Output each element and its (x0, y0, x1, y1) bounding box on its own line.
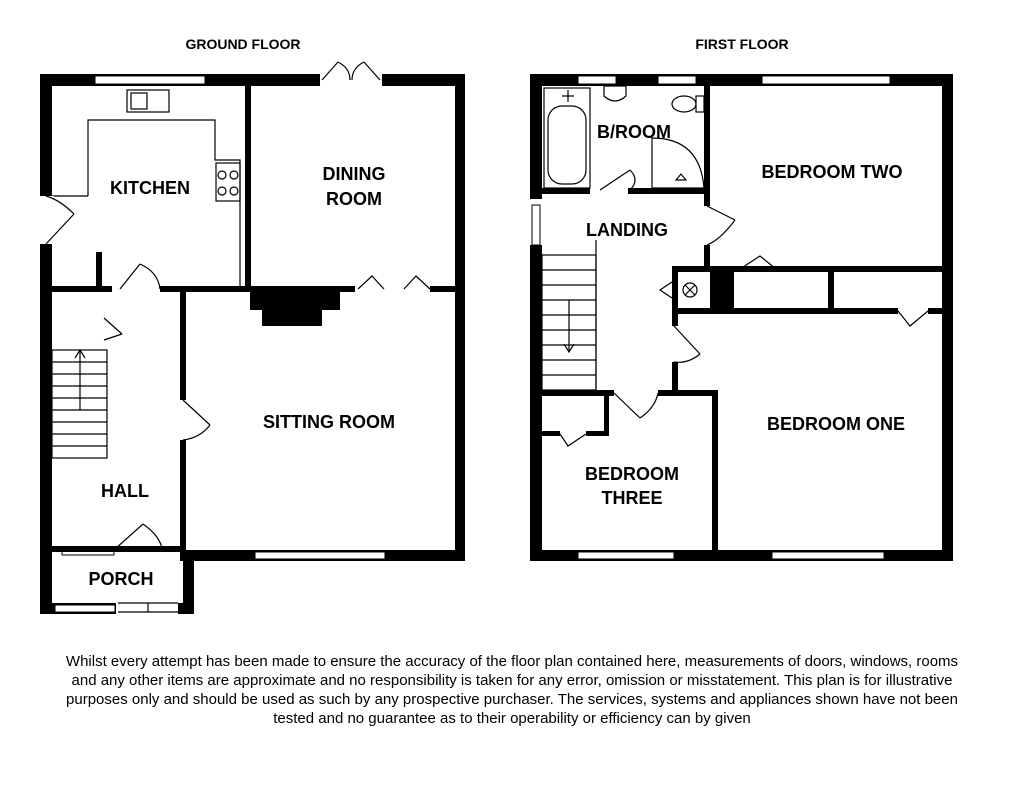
kitchen-partition (96, 252, 102, 292)
first-left-wall-lower (530, 245, 542, 561)
bedroom-one-door[interactable] (674, 326, 700, 362)
bath-icon (544, 88, 590, 188)
dining-door-gap (320, 72, 382, 88)
wardrobe-divider (828, 270, 834, 308)
bedroom-one-top-wall (678, 308, 898, 314)
ground-floor-title: GROUND FLOOR (185, 36, 301, 52)
bedroom-one-window (772, 552, 884, 559)
bathroom-door[interactable] (600, 170, 635, 190)
bathroom-label: B/ROOM (597, 122, 671, 142)
ground-floor-plan (38, 36, 465, 616)
bedroom-two-label: BEDROOM TWO (761, 162, 903, 182)
sitting-room-label: SITTING ROOM (263, 412, 395, 432)
first-right-wall (942, 74, 953, 561)
hall-sitting-wall-lower (180, 440, 186, 552)
kitchen-worktop (52, 120, 240, 286)
ground-stairs (52, 350, 107, 458)
bathroom-bottom-wall-right (628, 188, 710, 194)
wardrobe-three-wall (604, 396, 609, 436)
cupboard-left-wall (672, 266, 678, 326)
hall-top-wall-right (160, 286, 355, 292)
bedroom-two-door[interactable] (707, 206, 735, 245)
wardrobe-three-bottom-left (542, 431, 560, 436)
hob-icon (216, 163, 240, 201)
hall-top-wall-left (52, 286, 112, 292)
dining-sitting-doors[interactable] (358, 276, 430, 289)
hall-sitting-wall-upper (180, 292, 186, 400)
hall-porch-door[interactable] (115, 524, 162, 549)
ground-left-wall-lower (40, 244, 52, 614)
stairs-up-arrow (75, 350, 85, 410)
chimney-breast (250, 292, 340, 326)
toilet-icon (672, 96, 696, 112)
wardrobe-three-bottom (586, 431, 608, 436)
airing-cupboard-door[interactable] (660, 282, 672, 298)
bedroom-three-label-line1: BEDROOM (585, 464, 679, 484)
hall-label: HALL (101, 481, 149, 501)
understairs-door[interactable] (104, 318, 122, 340)
porch-right-wall (183, 550, 194, 614)
kitchen-label: KITCHEN (110, 178, 190, 198)
dining-label-line1: DINING (322, 164, 386, 184)
kitchen-hall-door[interactable] (120, 264, 160, 289)
bathroom-bedroom-two-wall (704, 86, 710, 206)
porch-window (55, 605, 115, 612)
basin-icon (604, 86, 626, 101)
hall-sitting-door[interactable] (183, 400, 210, 440)
first-stairs (542, 255, 596, 390)
ground-right-wall (455, 74, 465, 561)
landing-label: LANDING (586, 220, 668, 240)
stairs-down-arrow (564, 300, 574, 352)
sink-bowl-icon (131, 93, 147, 109)
dining-label-line2: ROOM (326, 189, 382, 209)
porch-label: PORCH (88, 569, 154, 589)
bath-tub-icon (548, 106, 586, 184)
first-floor-plan (530, 36, 953, 561)
bedroom-one-top-wall-right (928, 308, 948, 314)
sitting-room-window (255, 552, 385, 559)
bathroom-window-2 (658, 76, 696, 84)
bedroom-three-top-wall-left (542, 390, 614, 396)
first-left-wall-upper (530, 74, 542, 199)
kitchen-dining-wall (245, 86, 251, 291)
disclaimer-text: Whilst every attempt has been made to ensure the accuracy of the floor plan contained here, measurements of doors, windows, rooms and any other items are approximate and no responsibility is taken for any error, omission or misstatement. This plan is for illustrative purposes only and should be used as such by any prospective purchaser. The services, systems and appliances shown have not been tested and no guarantee as to their operability or efficiency can by given (65, 653, 959, 727)
landing-window (532, 205, 540, 245)
ground-left-wall-upper (40, 74, 52, 196)
bedroom-three-one-wall (712, 390, 718, 553)
cylinder-block (710, 270, 734, 308)
bedroom-one-wardrobe-door[interactable] (898, 311, 928, 326)
bedroom-three-label-line2: THREE (601, 488, 663, 508)
bedroom-two-window (762, 76, 890, 84)
kitchen-window (95, 76, 205, 84)
bedroom-three-top-wall-right (658, 390, 718, 396)
bathroom-window-1 (578, 76, 616, 84)
bedroom-one-label: BEDROOM ONE (766, 414, 906, 434)
bedroom-three-door[interactable] (614, 393, 658, 418)
bedroom-three-wardrobe-door[interactable] (560, 434, 586, 446)
sitting-top-wall-right (430, 286, 457, 292)
bedroom-three-window (578, 552, 674, 559)
bathroom-bottom-wall-left (542, 188, 590, 194)
first-floor-title: FIRST FLOOR (695, 36, 789, 52)
landing-bedroom-one-wall (672, 362, 678, 394)
